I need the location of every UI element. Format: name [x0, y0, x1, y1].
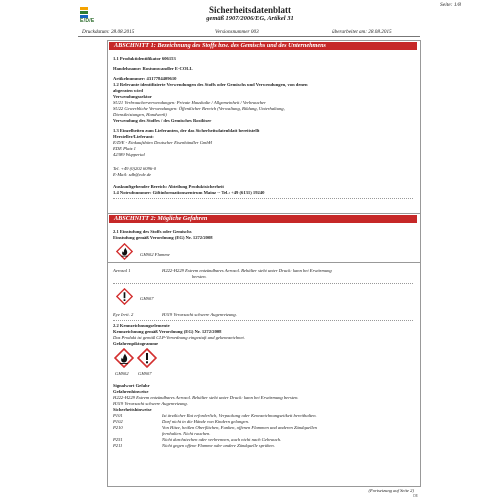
- ghs07-label: GHS07: [140, 296, 154, 301]
- continuation-note: (Fortsetzung auf Seite 2): [368, 488, 414, 493]
- doc-title: Sicherheitsdatenblatt: [209, 5, 291, 15]
- ghs02-flame-icon: [116, 243, 133, 260]
- section-2-heading: ABSCHNITT 2: Mögliche Gefahren: [109, 215, 417, 223]
- pictogram-label: GHS07: [138, 371, 152, 376]
- section-1-heading: ABSCHNITT 1: Bezeichnung des Stoffs bzw. des Gemischs und des Unternehmens: [109, 42, 417, 50]
- aerosol-hazard: H222-H229 Extrem entzündbares Aerosol. Behälter steht unter Druck: kann bei Erwärmung: [162, 268, 332, 273]
- pictogram-label: GHS02: [115, 371, 129, 376]
- signal-word: Signalwort Gefahr: [113, 383, 150, 388]
- s1-line: Tel. +49 (0)202 6096-0: [113, 166, 156, 171]
- s1-line: Auskunftgebender Bereich: Abteilung Produktsicherheit: [113, 184, 224, 189]
- p-code: P251: [113, 437, 123, 442]
- s1-line: 1.2 Relevante identifizierte Verwendungen des Stoffs oder Gemischs und Verwendungen, von denen: [113, 82, 308, 87]
- p-text: Nicht durchstechen oder verbrennen, auch nicht nach Gebrauch.: [162, 437, 282, 442]
- version-number: Versionsnummer 003: [215, 29, 259, 35]
- s1-line: EDE Platz 1: [113, 146, 136, 151]
- p-code: P211: [113, 443, 123, 448]
- s1-line: 1.4 Notrufnummer: Giftinformationszentrum Mainz -- Tel.: +49 (6131) 19240: [113, 190, 265, 195]
- s1-line: Handelsname: Rostumwandler E-COLL: [113, 66, 193, 71]
- ghs07-pictogram-icon: [137, 348, 157, 368]
- p-text: Darf nicht in die Hände von Kindern gelangen.: [162, 419, 250, 424]
- page-number: Seite: 1/8: [440, 2, 461, 8]
- header-divider: [78, 36, 420, 37]
- eye-class: Eye Irrit. 2: [113, 312, 134, 317]
- hazard-statement: H319 Verursacht schwere Augenreizung.: [113, 401, 188, 406]
- p-text: Nicht gegen offene Flamme oder andere Zündquelle sprühen.: [162, 443, 275, 448]
- s1-line: Hersteller/Lieferant:: [113, 134, 154, 139]
- s2-line: Kennzeichnung gemäß Verordnung (EG) Nr. 1272/2008: [113, 329, 222, 334]
- s1-line: Dienstleistungen, Handwerk): [113, 112, 167, 117]
- p-text: fernhalten. Nicht rauchen.: [162, 431, 211, 436]
- s1-line: 1.3 Einzelheiten zum Lieferanten, der das Sicherheitsdatenblatt bereitstellt: [113, 128, 260, 133]
- eye-hazard: H319 Verursacht schwere Augenreizung.: [162, 312, 237, 317]
- dotted-divider: [113, 283, 413, 284]
- ghs02-pictogram-icon: [114, 348, 134, 368]
- language-code: DE: [413, 494, 418, 498]
- s2-line: 2.2 Kennzeichnungselemente: [113, 323, 170, 328]
- s2-line: Das Produkt ist gemäß CLP-Verordnung eingestuft und gekennzeichnet.: [113, 335, 245, 340]
- p-code: P101: [113, 413, 123, 418]
- s2-line: Gefahrenpiktogramme: [113, 341, 159, 346]
- s1-line: E/D/E - Einkaufsbüro Deutscher Eisenhändler GmbH: [113, 140, 212, 145]
- s1-line: E-Mail: sdb@ede.de: [113, 172, 152, 177]
- p-text: Von Hitze, heißen Oberflächen, Funken, offenen Flammen und anderen Zündquellen: [162, 425, 317, 430]
- ghs07-exclamation-icon: [116, 288, 133, 305]
- s2-line: 2.1 Einstufung des Stoffs oder Gemischs: [113, 229, 192, 234]
- s1-line: Verwendungssektor: [113, 94, 152, 99]
- p-text: Ist ärztlicher Rat erforderlich, Verpackung oder Kennzeichnungsetikett bereithalten.: [162, 413, 317, 418]
- safety-heading: Sicherheitshinweise: [113, 407, 152, 412]
- s1-line: SU21 Verbraucherverwendungen: Private Haushalte / Allgemeinheit / Verbraucher: [113, 100, 266, 105]
- dotted-divider: [113, 198, 413, 199]
- doc-subtitle: gemäß 1907/2006/EG, Artikel 31: [206, 15, 294, 22]
- revision-date: überarbeitet am: 28.08.2015: [332, 29, 392, 35]
- dotted-divider: [113, 320, 413, 321]
- s2-line: Einstufung gemäß Verordnung (EG) Nr. 1272/2008: [113, 235, 213, 240]
- aerosol-hazard: bersten.: [192, 274, 207, 279]
- p-code: P102: [113, 419, 123, 424]
- ghs02-label: GHS02 Flamme: [140, 252, 170, 257]
- s1-line: Verwendung des Stoffes / des Gemisches Rostlöser: [113, 118, 212, 123]
- hazard-statement: H222-H229 Extrem entzündbares Aerosol. Behälter steht unter Druck: kann bei Erwärmung bersten.: [113, 395, 299, 400]
- ede-logo: E/D/E: [80, 7, 106, 23]
- s1-line: 42389 Wuppertal: [113, 152, 145, 157]
- s1-line: abgeraten wird: [113, 88, 143, 93]
- s1-line: 1.1 Produktidentifikator 606153: [113, 56, 176, 61]
- hazard-heading: Gefahrenhinweise: [113, 389, 149, 394]
- p-code: P210: [113, 425, 123, 430]
- s1-line: Artikelnummer: 4317784409610: [113, 76, 177, 81]
- s1-line: SU22 Gewerbliche Verwendungen: Öffentlicher Bereich (Verwaltung, Bildung, Unterhaltung,: [113, 106, 285, 111]
- aerosol-class: Aerosol 1: [113, 268, 131, 273]
- print-date: Druckdatum: 28.08.2015: [82, 29, 135, 35]
